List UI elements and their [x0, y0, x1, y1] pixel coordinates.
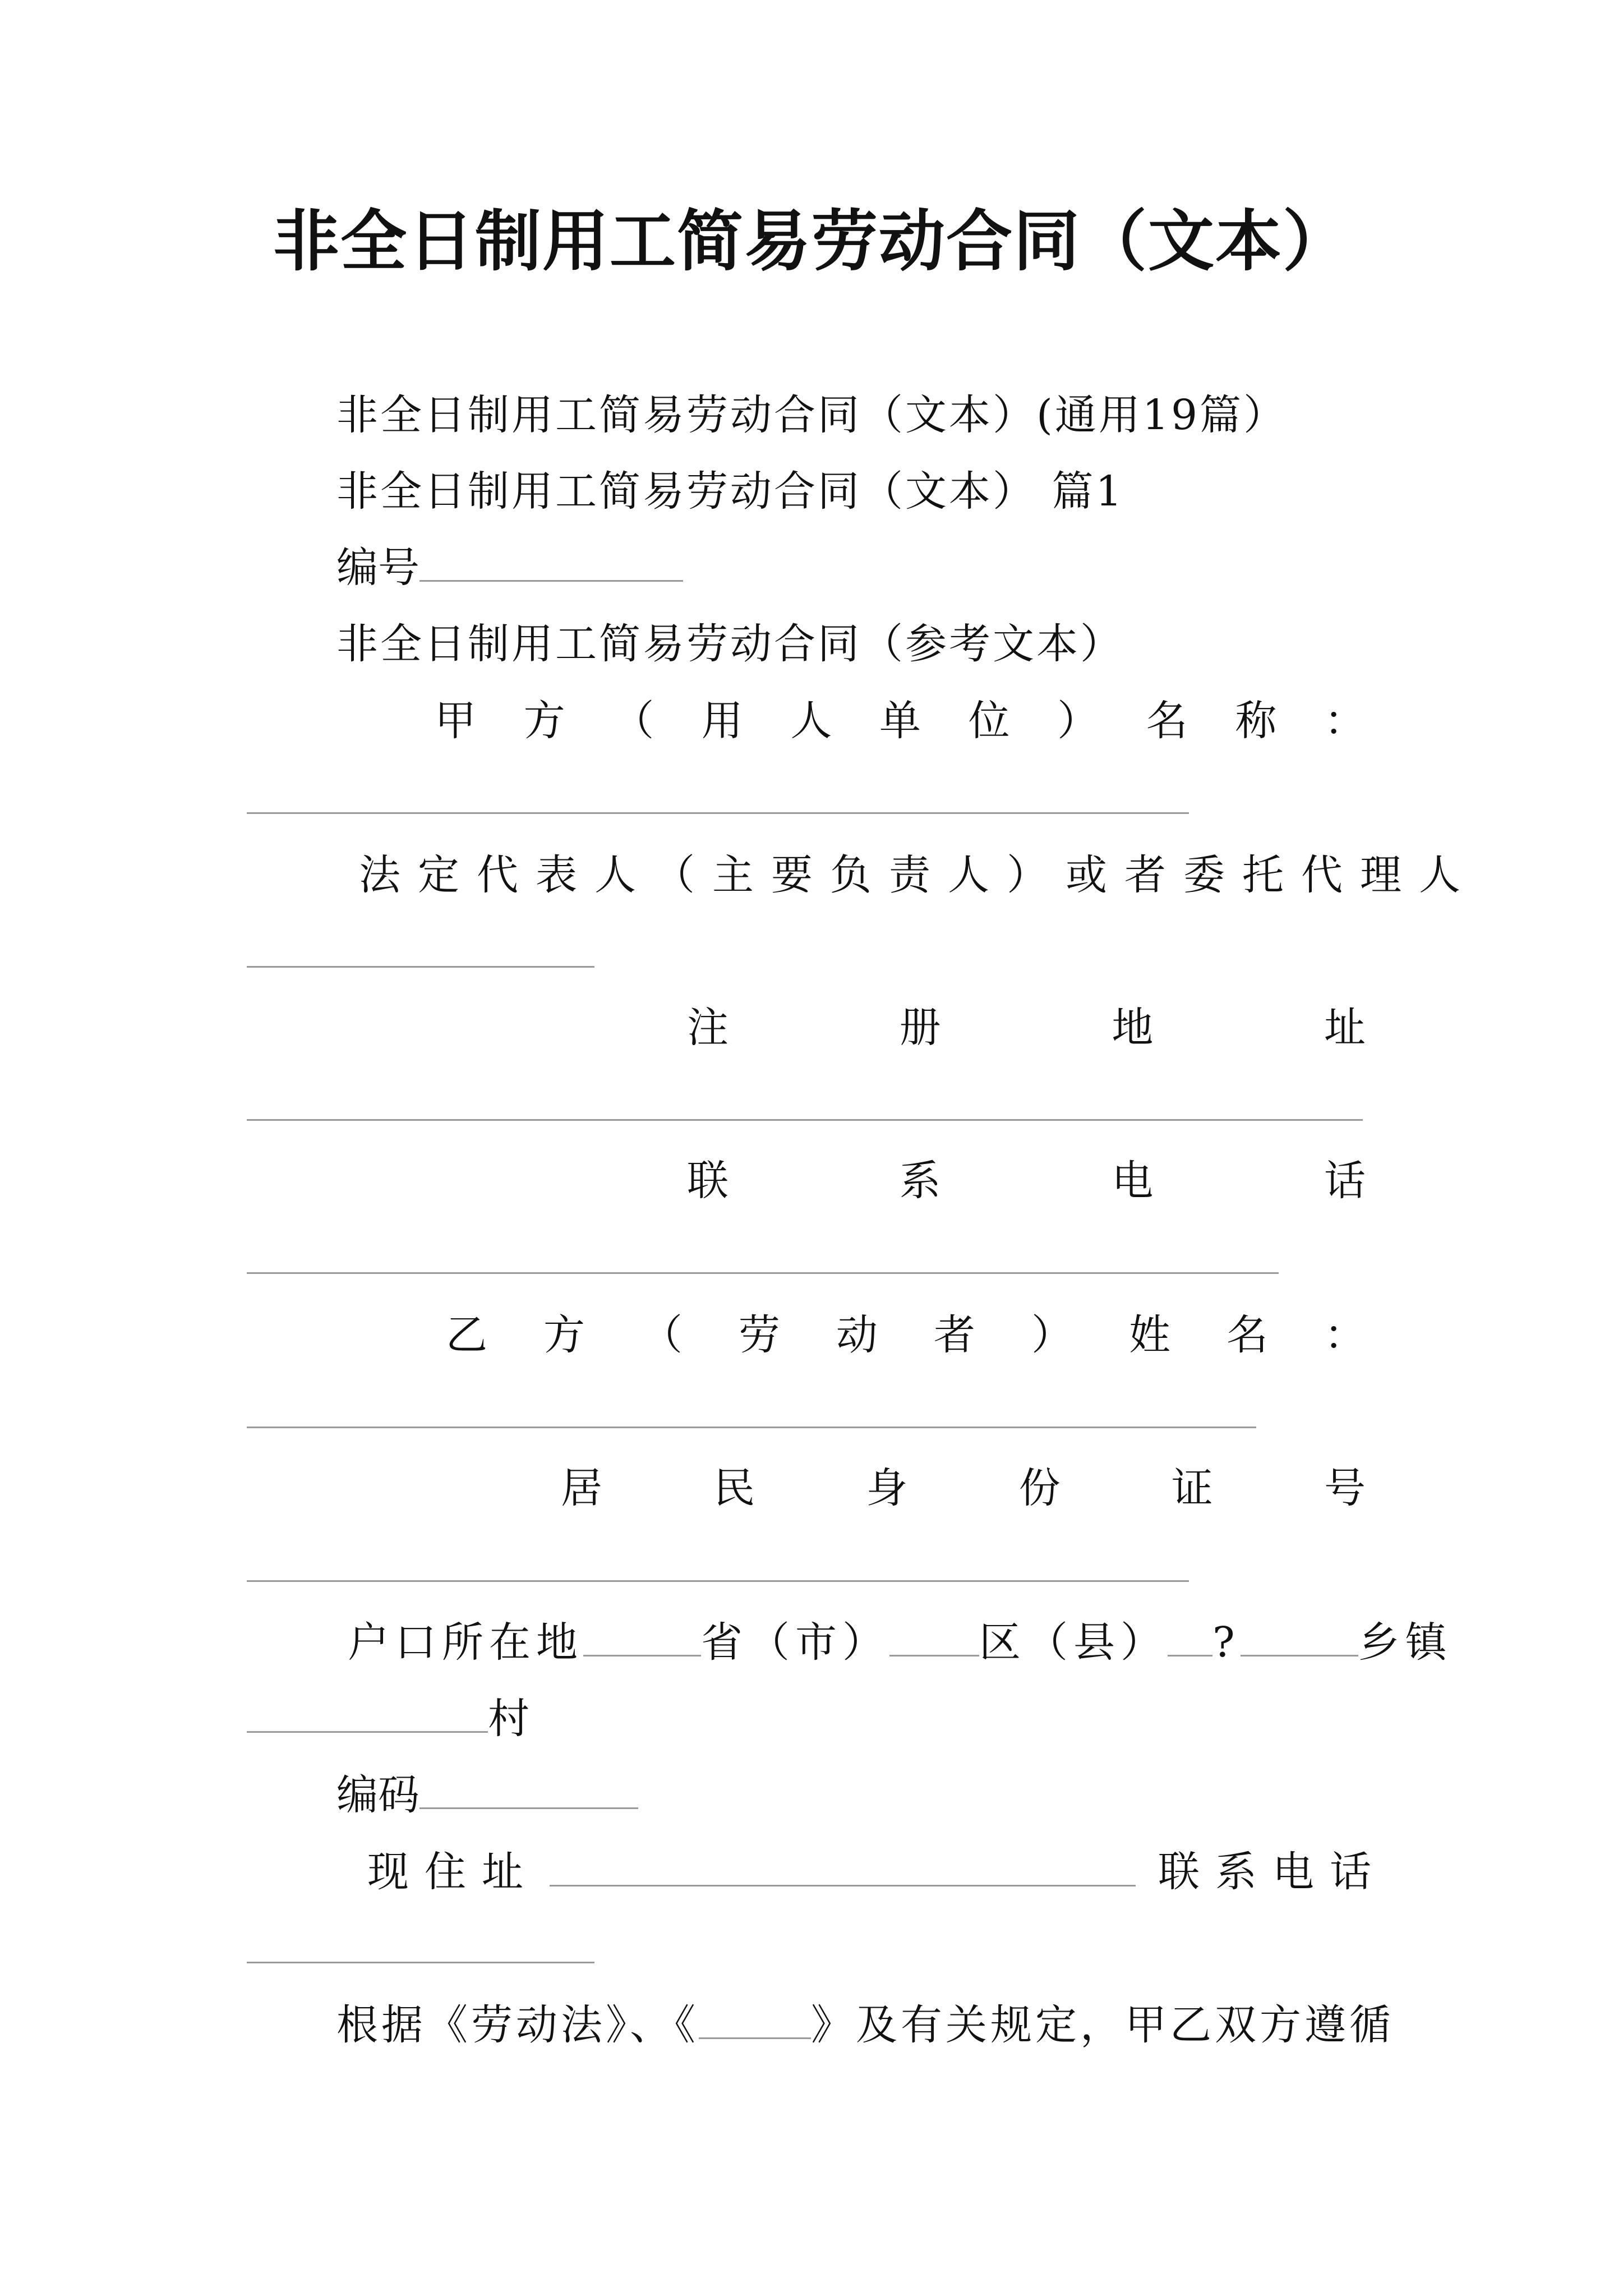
party-a-char: （	[612, 697, 654, 745]
id-number-char: 份	[1018, 1464, 1061, 1512]
party-b-char: （	[641, 1311, 683, 1359]
legal-rep-label: 法定代表人（主要负责人）或者委托代理人	[359, 851, 1478, 899]
party-b-char: 姓	[1129, 1311, 1170, 1359]
party-a-char: 方	[523, 697, 565, 745]
party-b-char: ：	[1324, 1311, 1366, 1359]
phone-a-char: 话	[1324, 1157, 1366, 1205]
phone-a-char: 电	[1112, 1157, 1154, 1205]
postcode-label: 编码	[336, 1771, 419, 1819]
party-b-char: 劳	[739, 1311, 780, 1359]
current-address-label: 现住址	[367, 1848, 539, 1896]
id-number-char: 居	[561, 1464, 602, 1512]
party-b-name-blank[interactable]	[247, 1427, 1256, 1428]
legal-basis-row	[336, 1997, 1394, 2053]
hukou-label: 户口所在地	[348, 1618, 583, 1667]
reg-address-char: 注	[687, 1004, 728, 1052]
party-b-char: 方	[543, 1311, 585, 1359]
party-b-char: 乙	[446, 1311, 487, 1359]
postcode-row	[336, 1767, 638, 1823]
number-label: 编号	[336, 544, 419, 592]
reg-address-blank[interactable]	[247, 1119, 1363, 1121]
document-title: 非全日制用工简易劳动合同（文本）	[273, 202, 1350, 280]
hukou-village-row	[247, 1691, 529, 1747]
postcode-blank[interactable]	[419, 1768, 638, 1809]
id-number-row	[561, 1460, 1366, 1516]
hukou-village-blank[interactable]	[247, 1692, 488, 1733]
document-subtitle: 非全日制用工简易劳动合同（文本）(通用19篇）	[336, 391, 1288, 439]
party-a-char: 名	[1146, 697, 1188, 745]
hukou-street-blank[interactable]	[1168, 1616, 1212, 1657]
reg-address-char: 册	[899, 1004, 941, 1052]
party-b-char: 者	[934, 1311, 975, 1359]
number-blank[interactable]	[419, 541, 683, 582]
reference-title: 非全日制用工简易劳动合同（参考文本）	[336, 620, 1124, 668]
legal-rep-blank[interactable]	[247, 966, 594, 968]
hukou-question-mark: ?	[1212, 1618, 1241, 1667]
id-number-char: 身	[866, 1464, 908, 1512]
party-a-char: 单	[879, 697, 921, 745]
phone-a-char: 联	[687, 1157, 728, 1205]
id-number-char: 民	[713, 1464, 755, 1512]
legal-basis-part2: 》及有关规定，甲乙双方遵循	[811, 2001, 1394, 2049]
party-a-name-blank[interactable]	[247, 812, 1189, 814]
chapter-heading: 非全日制用工简易劳动合同（文本） 篇1	[336, 467, 1124, 516]
legal-basis-blank[interactable]	[699, 1998, 811, 2039]
party-a-char: ：	[1324, 697, 1366, 745]
party-b-char: 动	[836, 1311, 878, 1359]
phone-a-blank[interactable]	[247, 1272, 1279, 1274]
id-number-char: 证	[1171, 1464, 1213, 1512]
hukou-town-blank[interactable]	[1241, 1616, 1358, 1657]
phone-a-char: 系	[899, 1157, 941, 1205]
hukou-town-label: 乡镇	[1358, 1618, 1453, 1667]
party-b-char: ）	[1031, 1311, 1073, 1359]
id-number-char: 号	[1324, 1464, 1366, 1512]
phone-a-row	[687, 1153, 1366, 1209]
legal-basis-part1: 根据《劳动法》、《	[336, 2001, 699, 2049]
hukou-province-blank[interactable]	[583, 1616, 701, 1657]
reg-address-char: 地	[1112, 1004, 1154, 1052]
hukou-district-blank[interactable]	[889, 1616, 979, 1657]
party-a-char: 称	[1235, 697, 1277, 745]
party-a-char: 用	[701, 697, 743, 745]
hukou-village-label: 村	[488, 1695, 529, 1743]
party-a-char: 甲	[435, 697, 476, 745]
party-b-name-row	[446, 1307, 1366, 1363]
party-b-char: 名	[1227, 1311, 1268, 1359]
hukou-district-label: 区（县）	[979, 1618, 1168, 1667]
current-address-blank[interactable]	[550, 1885, 1136, 1887]
reg-address-char: 址	[1324, 1004, 1366, 1052]
hukou-province-label: 省（市）	[701, 1618, 889, 1667]
id-number-blank[interactable]	[247, 1580, 1189, 1582]
number-row	[336, 540, 683, 596]
party-a-char: ）	[1057, 697, 1099, 745]
party-a-char: 人	[790, 697, 832, 745]
phone-b-blank[interactable]	[247, 1962, 594, 1963]
phone-b-label: 联系电话	[1158, 1848, 1387, 1896]
party-a-name-row	[435, 693, 1366, 749]
party-a-char: 位	[968, 697, 1010, 745]
reg-address-row	[687, 1000, 1366, 1056]
hukou-row	[348, 1614, 1453, 1671]
